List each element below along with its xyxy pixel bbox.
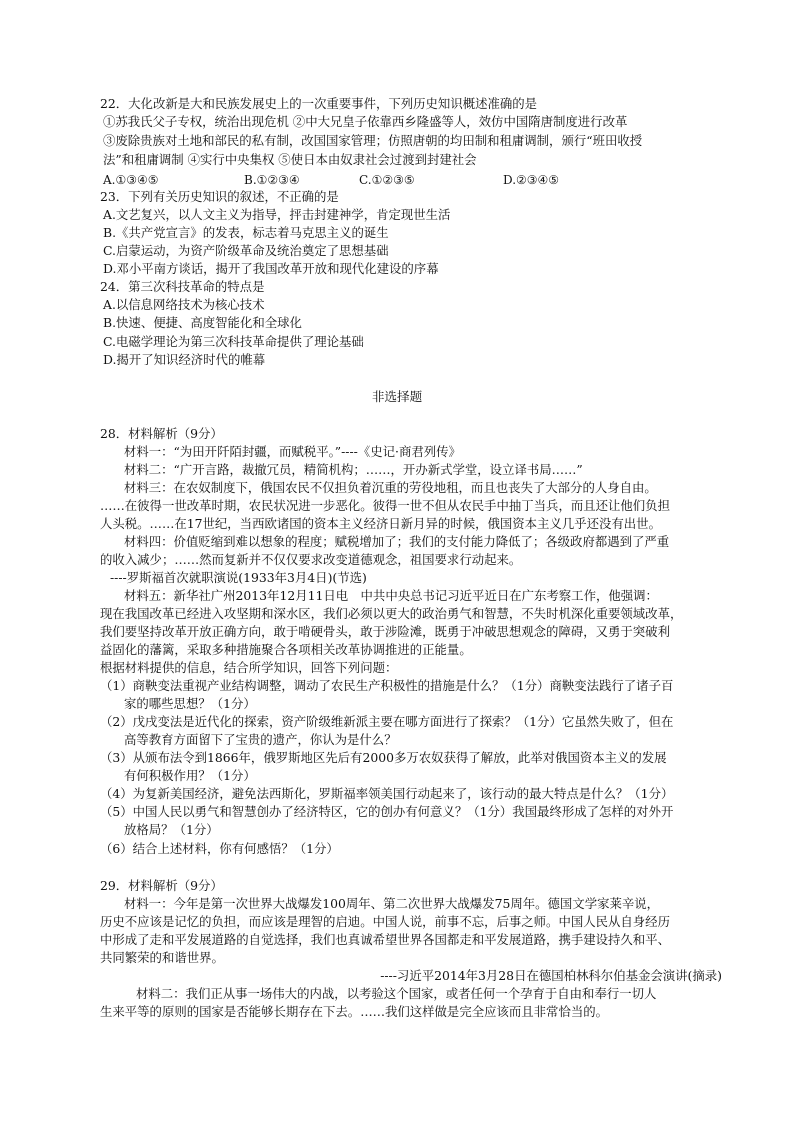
q28-sub-1-line-2: 家的哪些思想？（1分） (124, 696, 256, 711)
q28-material-5-line-2: 现在我国改革已经进入攻坚期和深水区，我们必须以更大的政治勇气和智慧，不失时机深化重要领域改革， (100, 606, 683, 621)
q29-material-2-line-2: 生来平等的原则的国家是否能够长期存在下去。……我们这样做是完全应该而且非常恰当的。 (100, 1004, 609, 1019)
q28-material-3-line-3: 人头税。……在17世纪，当西欧诸国的资本主义经济日新月异的时候，俄国资本主义几乎还没有出世。 (100, 516, 661, 531)
q22-stem: 22．大化改新是大和民族发展史上的一次重要事件，下列历史知识概述准确的是 (100, 96, 538, 111)
q24-option-a: A.以信息网络技术为核心技术 (103, 297, 265, 312)
q22-option-a: A.①③④⑤ (103, 173, 159, 187)
q24-option-b: B.快速、便捷、高度智能化和全球化 (103, 315, 302, 330)
q28-sub-4: （4）为复新美国经济，避免法西斯化，罗斯福率领美国行动起来了，该行动的最大特点是什么？（1分） (100, 786, 674, 801)
q28-prompt: 根据材料提供的信息，结合所学知识，回答下列问题： (100, 660, 398, 675)
q24-option-d: D.揭开了知识经济时代的帷幕 (103, 352, 266, 367)
q28-title: 28．材料解析（9分） (100, 426, 223, 441)
q22-option-b: B.①②③④ (244, 173, 300, 187)
q28-sub-5-line-2: 放格局？（1分） (124, 822, 219, 837)
q23-stem: 23．下列有关历史知识的叙述，不正确的是 (100, 189, 339, 204)
q29-material-1-line-1: 材料一：今年是第一次世界大战爆发100周年、第二次世界大战爆发75周年。德国文学家莱辛说， (124, 896, 660, 911)
q29-material-1-line-4: 共同繁荣的和谐世界。 (100, 950, 224, 965)
q28-material-4-line-1: 材料四：价值贬缩到难以想象的程度；赋税增加了；我们的支付能力降低了；各级政府都遇到了严重 (124, 534, 670, 549)
q22-statement-line-2: ③废除贵族对土地和部民的私有制，改国国家管理；仿照唐朝的均田制和租庸调制，颁行“班田收授 (103, 133, 643, 148)
q23-option-c: C.启蒙运动，为资产阶级革命及统治奠定了思想基础 (103, 243, 389, 258)
q28-sub-6: （6）结合上述材料，你有何感悟？（1分） (100, 841, 339, 856)
q28-material-5-line-4: 益固化的藩篱，采取多种措施聚合各项相关改革协调推进的正能量。 (100, 642, 472, 657)
q23-option-d: D.邓小平南方谈话，揭开了我国改革开放和现代化建设的序幕 (103, 261, 439, 276)
section-title: 非选择题 (371, 389, 423, 404)
q24-stem: 24．第三次科技革命的特点是 (100, 279, 265, 294)
q29-material-1-source: ----习近平2014年3月28日在德国柏林科尔伯基金会演讲(摘录) (380, 968, 722, 983)
q23-option-b: B.《共产党宣言》的发表，标志着马克思主义的诞生 (103, 225, 389, 240)
q29-material-2-line-1: 材料二：我们正从事一场伟大的内战，以考验这个国家，或者任何一个孕育于自由和奉行一切人 (136, 986, 657, 1001)
q28-sub-3-line-2: 有何积极作用？（1分） (124, 768, 256, 783)
q28-sub-3-line-1: （3）从颁布法令到1866年，俄罗斯地区先后有2000多万农奴获得了解放，此举对俄国资本主义的发展 (100, 750, 667, 765)
q28-material-3-line-2: ……在彼得一世改革时期，农民状况进一步恶化。彼得一世不但从农民手中抽丁当兵，而且还让他们负担 (100, 498, 670, 513)
q28-sub-5-line-1: （5）中国人民以勇气和智慧创办了经济特区，它的创办有何意义？（1分）我国最终形成了怎样的对外开 (100, 804, 674, 819)
q28-material-4-source: ----罗斯福首次就职演说(1933年3月4日)(节选) (110, 570, 367, 585)
q22-statement-line-3: 法”和租庸调制 ④实行中央集权 ⑤使日本由奴隶社会过渡到封建社会 (103, 152, 477, 167)
q28-material-2: 材料二：“广开言路，裁撤冗员，精简机构；……，开办新式学堂，设立译书局……” (124, 462, 583, 477)
q29-material-1-line-3: 中形成了走和平发展道路的自觉选择，我们也真诚希望世界各国都走和平发展道路，携手建设持久和平、 (100, 932, 670, 947)
q28-material-3-line-1: 材料三：在农奴制度下，俄国农民不仅担负着沉重的劳役地租，而且也丧失了大部分的人身自由。 (124, 480, 657, 495)
q28-sub-1-line-1: （1）商鞅变法重视产业结构调整，调动了农民生产积极性的措施是什么？（1分）商鞅变法践行了诸子百 (100, 678, 674, 693)
q28-material-1: 材料一：“为田开阡陌封疆，而赋税平。”----《史记·商君列传》 (124, 444, 461, 459)
q23-option-a: A.文艺复兴，以人文主义为指导，抨击封建神学，肯定现世生活 (103, 207, 451, 222)
q28-material-4-line-2: 的收入减少；……然而复新并不仅仅要求改变道德观念，祖国要求行动起来。 (100, 552, 522, 567)
q28-sub-2-line-1: （2）戊戌变法是近代化的探索，资产阶级维新派主要在哪方面进行了探索？（1分）它虽然失败了，但在 (100, 714, 674, 729)
q22-option-d: D.②③④⑤ (503, 173, 560, 187)
q28-material-5-line-1: 材料五：新华社广州2013年12月11日电 中共中央总书记习近平近日在广东考察工作，他强调： (124, 588, 658, 603)
q22-statement-line-1: ①苏我氏父子专权，统治出现危机 ②中大兄皇子依靠西乡隆盛等人，效仿中国隋唐制度进行改革 (103, 114, 628, 129)
q29-title: 29．材料解析（9分） (100, 878, 223, 893)
q28-material-5-line-3: 我们要坚持改革开放正确方向，敢于啃硬骨头，敢于涉险滩，既勇于冲破思想观念的障碍，又勇于突破利 (100, 624, 670, 639)
q28-sub-2-line-2: 高等教育方面留下了宝贵的遗产，你认为是什么？ (124, 732, 397, 747)
q22-option-c: C.①②③⑤ (359, 173, 415, 187)
q24-option-c: C.电磁学理论为第三次科技革命提供了理论基础 (103, 334, 364, 349)
q29-material-1-line-2: 历史不应该是记忆的负担，而应该是理智的启迪。中国人说，前事不忘，后事之师。中国人民从自身经历 (100, 914, 670, 929)
